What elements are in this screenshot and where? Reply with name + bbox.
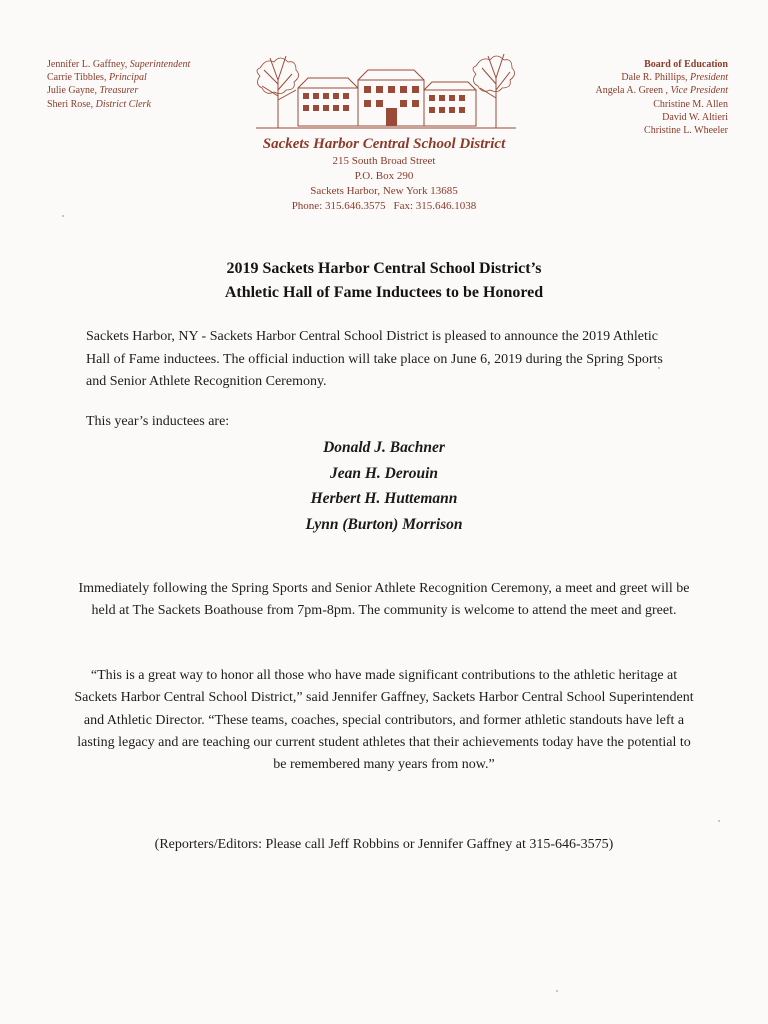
board-member-president: Dale R. Phillips, President — [621, 72, 728, 84]
official-principal: Carrie Tibbles, Principal — [47, 72, 147, 84]
inductee-name: Lynn (Burton) Morrison — [305, 515, 463, 533]
headline-line-2: Athletic Hall of Fame Inductees to be Honored — [224, 284, 544, 301]
inductees-list — [0, 435, 768, 537]
board-member: Christine M. Allen — [653, 98, 728, 110]
board-member: Christine L. Wheeler — [644, 125, 728, 137]
intro-paragraph: Sackets Harbor, NY - Sackets Harbor Central School District is pleased to announce the 2019 Athletic Hall of Fame inductees. The official induction will take place on June 6, 2019 during the Spring Sports and Senior Athlete Recognition Ceremony. — [86, 329, 663, 389]
quote-paragraph: “This is a great way to honor all those who have made significant contributions to the athletic heritage at Sackets Harbor Central School District,” said Jennifer Gaffney, Sackets Harbor Central School Superintendent and Athletic Director. “These teams, coaches, special contributors, and former athletic standouts have left a lasting legacy and are teaching our current student athletes that their achievements today have the potential to be remembered many years from now.” — [74, 668, 694, 773]
scan-speck — [556, 990, 558, 992]
board-heading: Board of Education — [644, 59, 728, 70]
board-of-education-list — [508, 58, 728, 137]
official-superintendent: Jennifer L. Gaffney, Superintendent — [47, 59, 191, 70]
inductee-name: Donald J. Bachner — [323, 439, 445, 456]
inductees-label: This year’s inductees are: — [86, 414, 230, 429]
tree-left-icon — [257, 56, 299, 128]
phone-fax-line — [0, 200, 768, 212]
district-name: Sackets Harbor Central School District — [262, 136, 506, 152]
address-street: 215 South Broad Street — [332, 155, 436, 167]
scan-speck — [62, 215, 64, 217]
inductee-name: Jean H. Derouin — [329, 464, 439, 482]
address-city: Sackets Harbor, New York 13685 — [310, 185, 458, 197]
phone-number: Phone: 315.646.3575 — [291, 200, 386, 212]
headline-line-1: 2019 Sackets Harbor Central School District’s — [226, 260, 542, 277]
school-building-logo — [256, 50, 516, 132]
meet-greet-paragraph: Immediately following the Spring Sports and Senior Athlete Recognition Ceremony, a meet and greet will be held at The Sackets Boathouse from 7pm-8pm. The community is welcome to attend the meet and greet. — [78, 581, 690, 619]
scan-speck — [718, 820, 720, 822]
official-treasurer: Julie Gayne, Treasurer — [47, 85, 139, 97]
address-po-box: P.O. Box 290 — [354, 170, 414, 182]
district-officials-list — [47, 58, 247, 111]
board-member: David W. Altieri — [662, 111, 728, 123]
scan-speck — [658, 367, 660, 369]
contact-note: (Reporters/Editors: Please call Jeff Robbins or Jennifer Gaffney at 315-646-3575) — [154, 837, 614, 852]
board-member-vice-president: Angela A. Green , Vice President — [595, 85, 728, 97]
fax-number: Fax: 315.646.1038 — [393, 200, 477, 212]
inductee-name: Herbert H. Huttemann — [310, 490, 458, 507]
official-district-clerk: Sheri Rose, District Clerk — [47, 98, 151, 110]
